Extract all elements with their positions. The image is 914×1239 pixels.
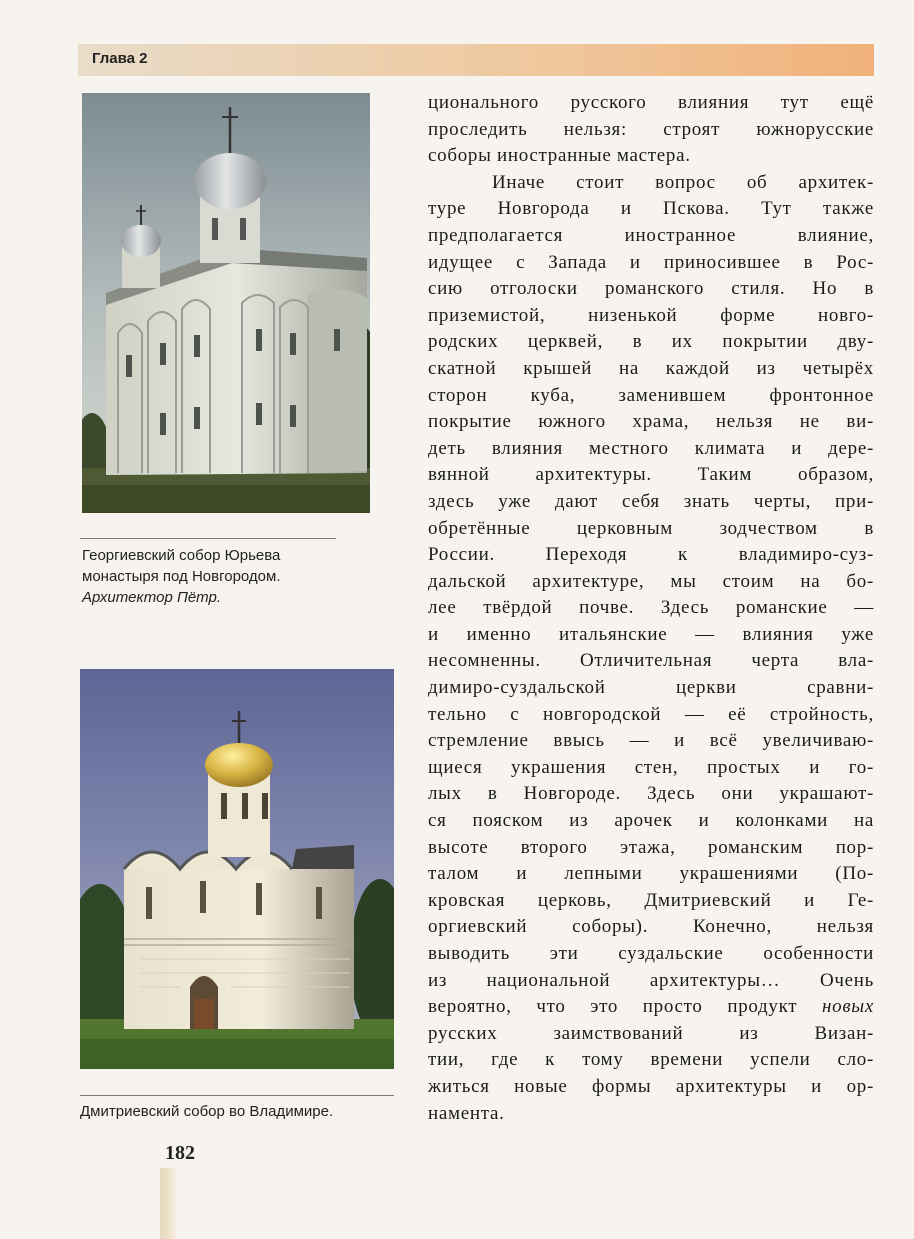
text-line: предполагается иностранное влияние, (428, 224, 874, 246)
text-line: русских заимствований из Визан- (428, 1022, 874, 1044)
chapter-label: Глава 2 (92, 50, 148, 67)
text-span-italic: новых (822, 996, 874, 1018)
text-line: оргиевский соборы). Конечно, нельзя (428, 916, 874, 938)
text-line: кровская церковь, Дмитриевский и Ге- (428, 889, 874, 911)
text-line: сию отголоски романского стиля. Но в (428, 278, 874, 300)
text-line: из национальной архитектуры… Очень (428, 969, 874, 991)
caption-rule-2 (80, 1095, 394, 1096)
text-line: скатной крышей на каждой из четырёх (428, 357, 874, 379)
caption-rule-1 (80, 538, 336, 539)
text-line: дальской архитектуре, мы стоим на бо- (428, 570, 874, 592)
text-line: талом и лепными украшениями (По- (428, 863, 874, 885)
text-line: родских церквей, в их покрытии дву- (428, 331, 874, 353)
text-line: житься новые формы архитектуры и ор- (428, 1075, 874, 1097)
text-line: деть влияния местного климата и дере- (428, 437, 874, 459)
text-line: лее твёрдой почве. Здесь романские — (428, 597, 874, 619)
text-line: высоте второго этажа, романским пор- (428, 836, 874, 858)
text-line: проследить нельзя: строят южнорусские (428, 118, 874, 140)
text-line: лых в Новгороде. Здесь они украшают- (428, 783, 874, 805)
text-line: здесь уже дают себя знать черты, при- (428, 490, 874, 512)
text-line: приземистой, низенькой форме новго- (428, 304, 874, 326)
caption-figure-1 (82, 545, 281, 608)
text-span: вероятно, что это просто продукт (428, 996, 798, 1018)
text-line: стремление ввысь — и всё увеличиваю- (428, 730, 874, 752)
caption-line: монастыря под Новгородом. (82, 568, 281, 585)
text-line: и именно итальянские — влияния уже (428, 623, 874, 645)
text-line: Иначе стоит вопрос об архитек- (492, 171, 874, 193)
text-line: сторон куба, заменившем фронтонное (428, 384, 874, 406)
photo-dmitrievsky-cathedral (80, 669, 394, 1069)
caption-figure-2 (80, 1101, 333, 1122)
text-line: России. Переходя к владимиро-суз- (428, 544, 874, 566)
text-line: вянной архитектуры. Таким образом, (428, 464, 874, 486)
caption-line: Георгиевский собор Юрьева (82, 547, 281, 564)
caption-architect: Архитектор Пётр. (82, 589, 222, 606)
photo-st-george-cathedral (82, 93, 370, 513)
text-line-mixed (428, 994, 874, 1021)
main-text (428, 90, 874, 1127)
text-line: димиро-суздальской церкви сравни- (428, 677, 874, 699)
text-line: покрытие южного храма, нельзя не ви- (428, 411, 874, 433)
text-line: намента. (428, 1102, 505, 1124)
page-edge-decoration (160, 1168, 178, 1239)
chapter-header-bar (78, 44, 874, 76)
text-line: выводить эти суздальские особенности (428, 943, 874, 964)
text-line: тельно с новгородской — её стройность, (428, 703, 874, 725)
text-line: соборы иностранные мастера. (428, 145, 691, 167)
text-line: несомненны. Отличительная черта вла- (428, 650, 874, 672)
caption-line: Дмитриевский собор во Владимире. (80, 1103, 334, 1120)
text-line: ся пояском из арочек и колонками на (428, 810, 874, 832)
text-line: идущее с Запада и приносившее в Рос- (428, 251, 874, 273)
text-line: обретённые церковным зодчеством в (428, 517, 874, 539)
text-line: ционального русского влияния тут ещё (428, 92, 874, 113)
text-line: тии, где к тому времени успели сло- (428, 1049, 874, 1071)
text-line: туре Новгорода и Пскова. Тут также (428, 198, 874, 220)
text-line: щиеся украшения стен, простых и го- (428, 756, 874, 778)
page-number: 182 (165, 1142, 195, 1164)
